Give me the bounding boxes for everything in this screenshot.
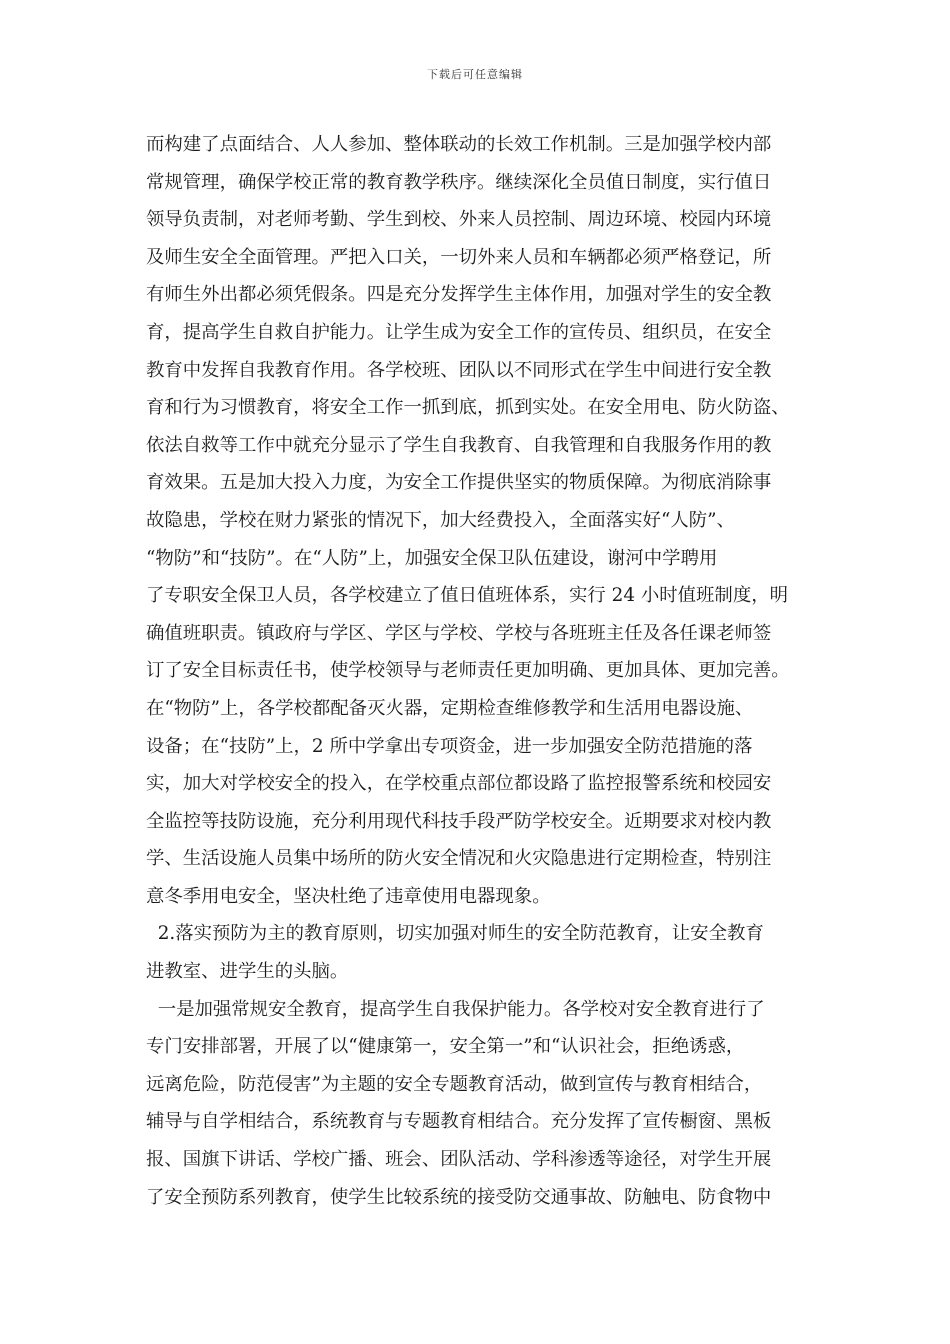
text-line: 教育中发挥自我教育作用。各学校班、团队以不同形式在学生中间进行安全教: [146, 359, 772, 381]
text-line: 订了安全目标责任书，使学校领导与老师责任更加明确、更加具体、更加完善。: [146, 660, 790, 682]
text-line: 2.落实预防为主的教育原则，切实加强对师生的安全防范教育，让安全教育: [146, 923, 764, 945]
document-body: [146, 126, 810, 1216]
text-line: 依法自救等工作中就充分显示了学生自我教育、自我管理和自我服务作用的教: [146, 434, 772, 456]
text-line: 领导负责制，对老师考勤、学生到校、外来人员控制、周边环境、校园内环境: [146, 209, 772, 231]
text-line: 进教室、进学生的头脑。: [146, 961, 349, 983]
text-line: 辅导与自学相结合，系统教育与专题教育相结合。充分发挥了宣传橱窗、黑板: [146, 1111, 772, 1133]
text-line: 及师生安全全面管理。严把入口关，一切外来人员和车辆都必须严格登记，所: [146, 246, 772, 268]
text-line: 了安全预防系列教育，使学生比较系统的接受防交通事故、防触电、防食物中: [146, 1186, 772, 1208]
text-line: 意冬季用电安全，坚决杜绝了违章使用电器现象。: [146, 885, 551, 907]
text-line: 报、国旗下讲话、学校广播、班会、团队活动、学科渗透等途径，对学生开展: [146, 1149, 772, 1171]
text-line: 专门安排部署，开展了以“健康第一，安全第一”和“认识社会，拒绝诱惑，: [146, 1036, 745, 1058]
text-line: 常规管理，确保学校正常的教育教学秩序。继续深化全员值日制度，实行值日: [146, 171, 772, 193]
text-line: 确值班职责。镇政府与学区、学区与学校、学校与各班班主任及各任课老师签: [146, 622, 772, 644]
text-line: 而构建了点面结合、人人参加、整体联动的长效工作机制。三是加强学校内部: [146, 134, 772, 155]
text-line: “物防”和“技防”。在“人防”上，加强安全保卫队伍建设，谢河中学聘用: [146, 547, 718, 569]
text-line: 育和行为习惯教育，将安全工作一抓到底，抓到实处。在安全用电、防火防盗、: [146, 397, 790, 419]
text-line: 全监控等技防设施，充分利用现代科技手段严防学校安全。近期要求对校内教: [146, 810, 772, 832]
text-line: 设备；在“技防”上，2 所中学拿出专项资金，进一步加强安全防范措施的落: [146, 735, 753, 757]
text-line: 育效果。五是加大投入力度，为安全工作提供坚实的物质保障。为彻底消除事: [146, 472, 772, 494]
text-line: 故隐患，学校在财力紧张的情况下，加大经费投入，全面落实好“人防”、: [146, 509, 735, 531]
text-line: 有师生外出都必须凭假条。四是充分发挥学生主体作用，加强对学生的安全教: [146, 284, 772, 306]
text-line: 实，加大对学校安全的投入，在学校重点部位都设路了监控报警系统和校园安: [146, 773, 772, 795]
text-line: 学、生活设施人员集中场所的防火安全情况和火灾隐患进行定期检查，特别注: [146, 848, 772, 870]
text-line: 一是加强常规安全教育，提高学生自我保护能力。各学校对安全教育进行了: [146, 998, 765, 1020]
page-header: 下载后可任意编辑: [427, 68, 523, 81]
text-line: 在“物防”上，各学校都配备灭火器，定期检查维修教学和生活用电器设施、: [146, 697, 754, 719]
text-line: 远离危险，防范侵害”为主题的安全专题教育活动，做到宣传与教育相结合，: [146, 1073, 763, 1095]
text-line: 育，提高学生自救自护能力。让学生成为安全工作的宣传员、组织员，在安全: [146, 321, 772, 343]
text-line: 了专职安全保卫人员，各学校建立了值日值班体系，实行 24 小时值班制度，明: [146, 585, 788, 607]
